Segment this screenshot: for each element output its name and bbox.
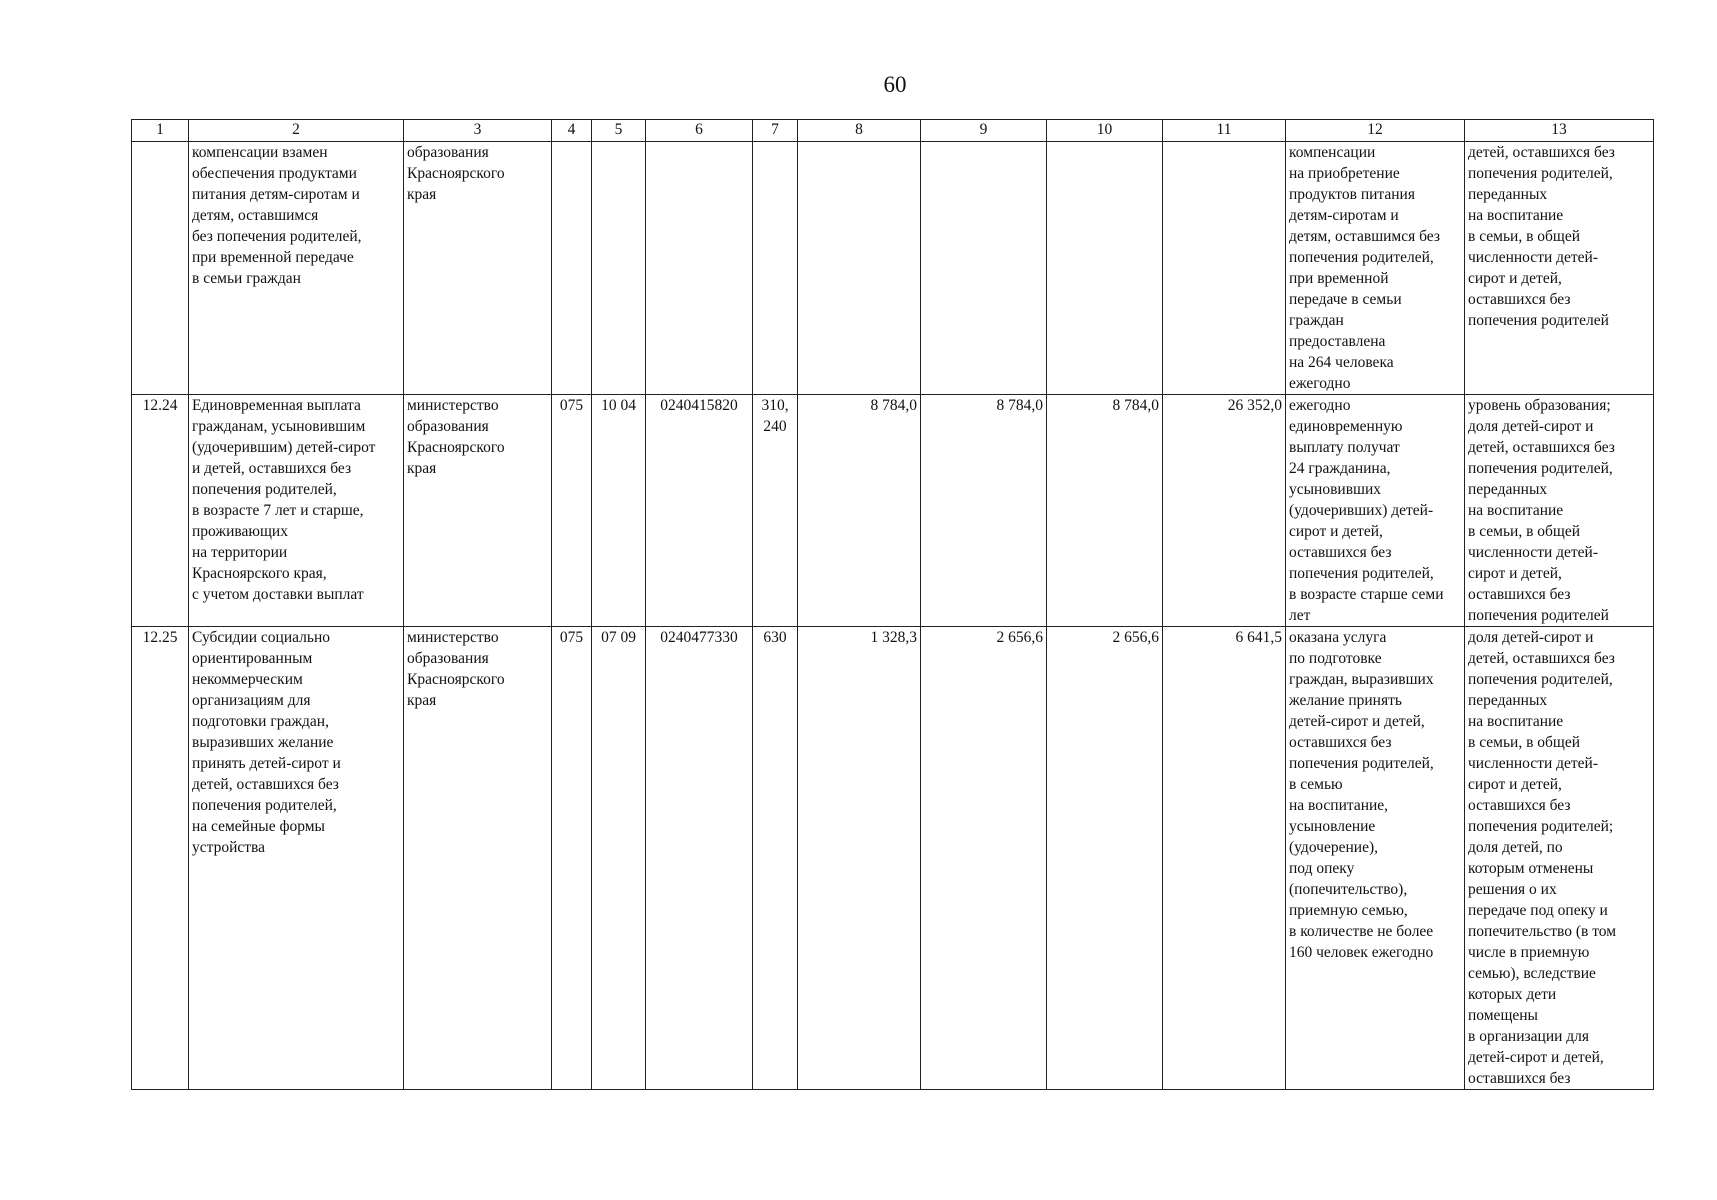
cell-target-article [646, 142, 753, 395]
cell-amount-col10: 2 656,6 [1047, 627, 1163, 1090]
column-header-11: 11 [1163, 120, 1286, 142]
cell-amount-col11 [1163, 142, 1286, 395]
cell-expense-type: 630 [753, 627, 798, 1090]
column-header-2: 2 [189, 120, 404, 142]
column-header-7: 7 [753, 120, 798, 142]
cell-amount-col8 [798, 142, 921, 395]
table-row [132, 395, 1654, 627]
cell-amount-col9: 2 656,6 [921, 627, 1047, 1090]
cell-grbs: 075 [552, 627, 592, 1090]
cell-target-article: 0240477330 [646, 627, 753, 1090]
cell-target-article: 0240415820 [646, 395, 753, 627]
column-header-6: 6 [646, 120, 753, 142]
measure-name: Субсидии социально ориентированным некоммерческим организациям для подготовки граждан, выразивших желание принять детей-сирот и детей, оставшихся без попечения родителей, на семейные формы устройства [189, 627, 404, 1090]
cell-amount-col10 [1047, 142, 1163, 395]
cell-amount-col10: 8 784,0 [1047, 395, 1163, 627]
column-header-10: 10 [1047, 120, 1163, 142]
responsible-authority: министерство образования Красноярского края [404, 395, 552, 627]
responsible-authority: образования Красноярского края [404, 142, 552, 395]
table-row [132, 142, 1654, 395]
cell-amount-col9 [921, 142, 1047, 395]
page-number: 60 [883, 72, 907, 97]
row-number [132, 142, 189, 395]
column-number-row [132, 120, 1654, 142]
column-header-5: 5 [592, 120, 646, 142]
program-table [131, 119, 1654, 1090]
cell-amount-col9: 8 784,0 [921, 395, 1047, 627]
table-row [132, 627, 1654, 1090]
column-header-12: 12 [1286, 120, 1465, 142]
measure-name: компенсации взамен обеспечения продуктами питания детям-сиротам и детям, оставшимся без попечения родителей, при временной передаче в семьи граждан [189, 142, 404, 395]
cell-grbs [552, 142, 592, 395]
cell-section: 07 09 [592, 627, 646, 1090]
row-number: 12.25 [132, 627, 189, 1090]
expected-result: ежегодно единовременную выплату получат 24 гражданина, усыновивших (удочеривших) детей- сирот и детей, оставшихся без попечения родителей, в возрасте старше семи лет [1286, 395, 1465, 627]
column-header-13: 13 [1465, 120, 1654, 142]
cell-amount-col11: 6 641,5 [1163, 627, 1286, 1090]
cell-amount-col8: 1 328,3 [798, 627, 921, 1090]
measure-name: Единовременная выплата гражданам, усыновившим (удочерившим) детей-сирот и детей, оставшихся без попечения родителей, в возрасте 7 лет и старше, проживающих на территории Красноярского края, с учетом доставки выплат [189, 395, 404, 627]
responsible-authority: министерство образования Красноярского края [404, 627, 552, 1090]
expected-result: компенсации на приобретение продуктов питания детям-сиротам и детям, оставшимся без попечения родителей, при временной передаче в семьи граждан предоставлена на 264 человека ежегодно [1286, 142, 1465, 395]
column-header-1: 1 [132, 120, 189, 142]
cell-section: 10 04 [592, 395, 646, 627]
cell-expense-type [753, 142, 798, 395]
cell-grbs: 075 [552, 395, 592, 627]
expected-result: оказана услуга по подготовке граждан, выразивших желание принять детей-сирот и детей, оставшихся без попечения родителей, в семью на воспитание, усыновление (удочерение), под опеку (попечительство), приемную семью, в количестве не более 160 человек ежегодно [1286, 627, 1465, 1090]
cell-section [592, 142, 646, 395]
column-header-9: 9 [921, 120, 1047, 142]
cell-expense-type: 310, 240 [753, 395, 798, 627]
cell-amount-col11: 26 352,0 [1163, 395, 1286, 627]
impact-indicator: доля детей-сирот и детей, оставшихся без попечения родителей, переданных на воспитание в семьи, в общей численности детей- сирот и детей, оставшихся без попечения родителей; доля детей, по которым отменены решения о их передаче под опеку и попечительство (в том числе в приемную семью), вследствие которых дети помещены в организации для детей-сирот и детей, оставшихся без [1465, 627, 1654, 1090]
impact-indicator: детей, оставшихся без попечения родителей, переданных на воспитание в семьи, в общей численности детей- сирот и детей, оставшихся без попечения родителей [1465, 142, 1654, 395]
cell-amount-col8: 8 784,0 [798, 395, 921, 627]
impact-indicator: уровень образования; доля детей-сирот и детей, оставшихся без попечения родителей, переданных на воспитание в семьи, в общей численности детей- сирот и детей, оставшихся без попечения родителей [1465, 395, 1654, 627]
column-header-8: 8 [798, 120, 921, 142]
column-header-4: 4 [552, 120, 592, 142]
column-header-3: 3 [404, 120, 552, 142]
row-number: 12.24 [132, 395, 189, 627]
